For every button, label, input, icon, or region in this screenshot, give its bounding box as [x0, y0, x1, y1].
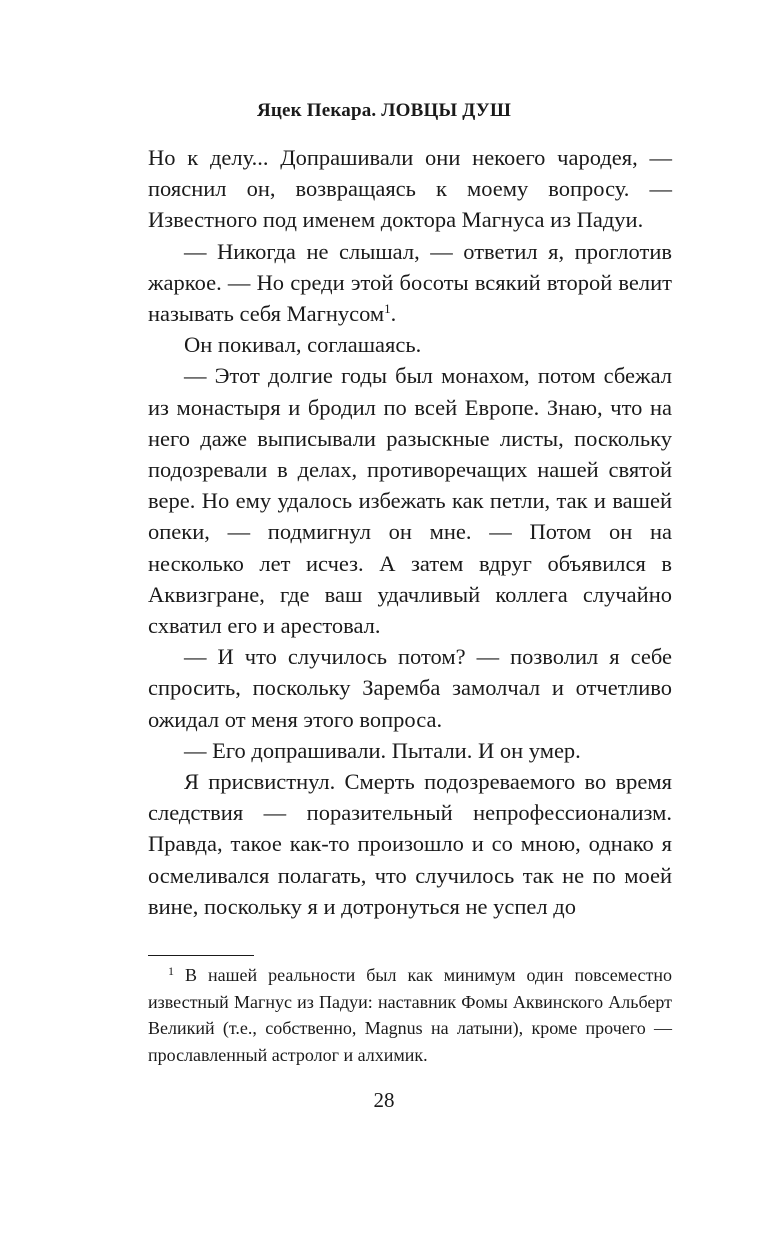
paragraph-4: — Этот долгие годы был монахом, потом сбежал из монастыря и бродил по всей Европе. Знаю, что на него даже выписывали разыскные листы, поскольку подозревали в делах, противоречащих нашей святой вере. Но ему удалось избежать как петли, так и вашей опеки, — подмигнул он мне. — Потом он на несколько лет исчез. А затем вдруг объявился в Аквизгране, где ваш удачливый коллега случайно схватил его и арестовал.: [148, 363, 672, 639]
footnote: [148, 962, 672, 1068]
paragraph-1: Но к делу... Допрашивали они некоего чародея, — пояснил он, возвращаясь к моему вопросу. — Известного под именем доктора Магнуса из Падуи.: [148, 145, 672, 233]
paragraph-6: — Его допрашивали. Пытали. И он умер.: [184, 737, 581, 763]
page-number: 28: [373, 1088, 395, 1112]
paragraph-2-text: — Никогда не слышал, — ответил я, проглотив жаркое. — Но среди этой босоты всякий второй велит называть себя Магнусом: [148, 238, 672, 327]
footnote-divider: [148, 955, 254, 956]
paragraph-3: Он покивал, соглашаясь.: [184, 332, 422, 358]
footnote-marker: 1: [168, 964, 174, 978]
paragraph-2: [148, 236, 672, 330]
running-head: Яцек Пекара. ЛОВЦЫ ДУШ: [256, 100, 512, 121]
paragraph-5: — И что случилось потом? — позволил я себе спросить, поскольку Заремба замолчал и отчетливо ожидал от меня этого вопроса.: [148, 644, 672, 732]
footnote-reference: 1: [384, 301, 391, 317]
paragraph-2-end: .: [390, 301, 397, 327]
footnote-text: В нашей реальности был как минимум один повсеместно известный Магнус из Падуи: наставник Фомы Аквинского Альберт Великий (т.е., собственно, Magnus на латыни), кроме прочего — прославленный астролог и алхимик.: [148, 965, 672, 1065]
body-text: [148, 142, 672, 922]
paragraph-7: Я присвистнул. Смерть подозреваемого во время следствия — поразительный непрофессионализм. Правда, такое как-то произошло и со мною, однако я осмеливался полагать, что случилось так не по моей вине, поскольку я и дотронуться не успел до: [148, 769, 672, 919]
